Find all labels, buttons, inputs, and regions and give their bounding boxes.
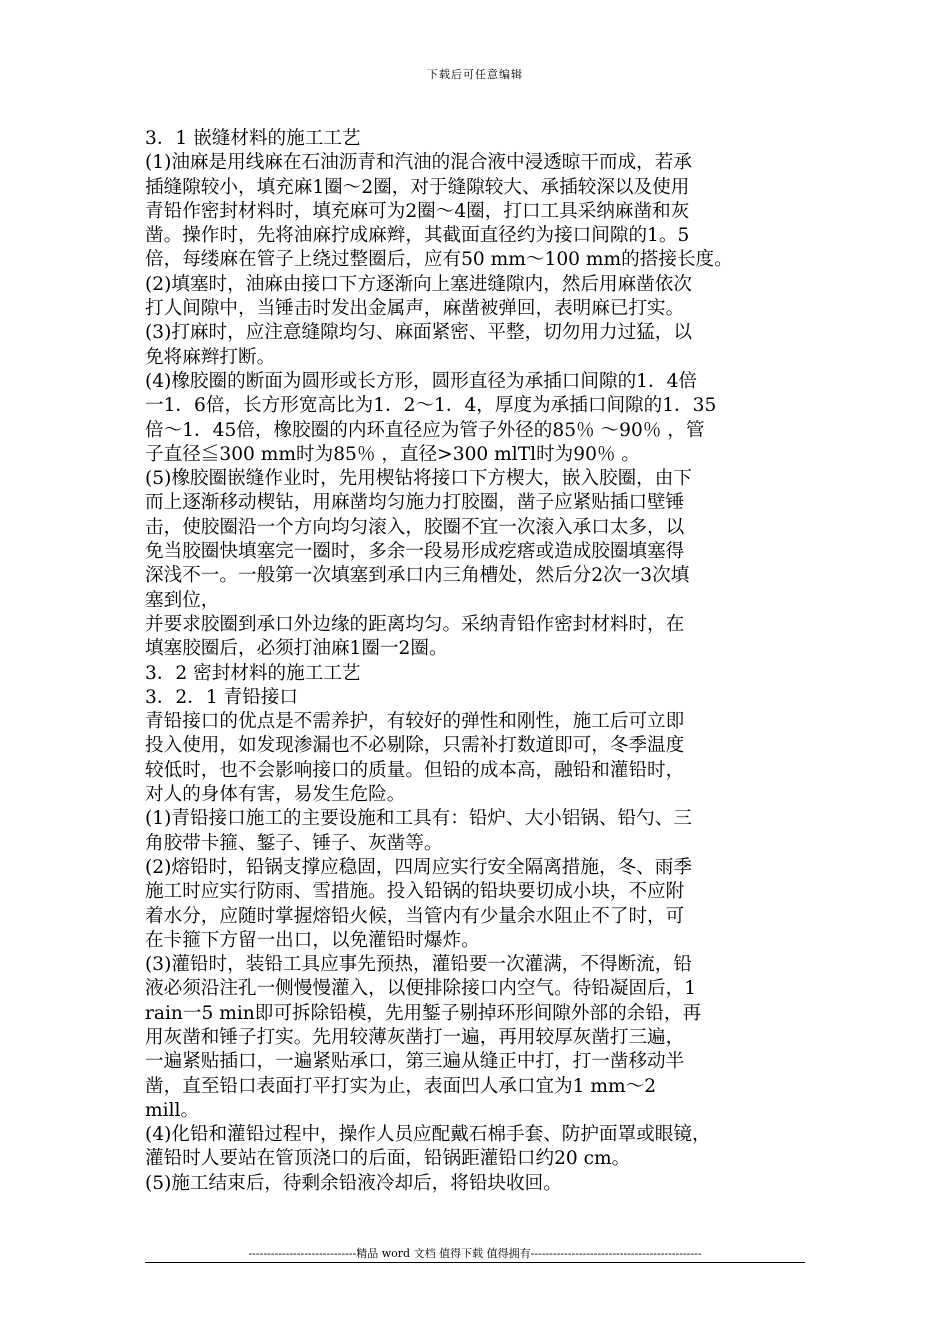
- page-footer-text: -----------------------------精品 word 文档 值得下载 值得拥有----------------------------------------------: [248, 1247, 702, 1260]
- text-line: 而上逐渐移动楔钻，用麻凿均匀施力打胶圈，凿子应紧贴插口壁锤: [145, 492, 685, 514]
- text-line: (1)油麻是用线麻在石油沥青和汽油的混合液中浸透晾干而成，若承: [145, 152, 692, 174]
- text-line: (3)灌铅时，装铅工具应事先预热，灌铅要一次灌满，不得断流，铅: [145, 954, 692, 976]
- text-line: 角胶带卡箍、錾子、锤子、灰凿等。: [145, 832, 443, 854]
- text-line: 着水分，应随时掌握熔铅火候，当管内有少量余水阻止不了时，可: [145, 905, 685, 927]
- text-line: 施工时应实行防雨、雪措施。投入铅锅的铅块要切成小块，不应附: [145, 881, 685, 903]
- text-line: 免当胶圈快填塞完一圈时，多余一段易形成疙瘩或造成胶圈填塞得: [145, 541, 685, 563]
- text-line: 塞到位，: [145, 589, 220, 611]
- footer-divider: [145, 1262, 805, 1263]
- text-line: 一1．6倍，长方形宽高比为1．2～1．4，厚度为承插口间隙的1．35: [145, 395, 717, 417]
- page-header-note: 下载后可任意编辑: [427, 68, 523, 81]
- text-line: 击，使胶圈沿一个方向均匀滚入，胶圈不宜一次滚入承口太多，以: [145, 516, 685, 538]
- text-line: 对人的身体有害，易发生危险。: [145, 784, 406, 806]
- text-line: 填塞胶圈后，必须打油麻1圈一2圈。: [145, 638, 448, 660]
- text-line: 在卡箍下方留一出口，以免灌铅时爆炸。: [145, 929, 480, 951]
- text-line: 倍，每缕麻在管子上绕过整圈后，应有50 mm～100 mm的搭接长度。: [145, 249, 733, 271]
- text-line: (3)打麻时，应注意缝隙均匀、麻面紧密、平整，切勿用力过猛，以: [145, 322, 692, 344]
- text-line: 3．1 嵌缝材料的施工工艺: [145, 128, 361, 149]
- text-line: (4)化铅和灌铅过程中，操作人员应配戴石棉手套、防护面罩或眼镜，: [145, 1124, 711, 1146]
- text-line: (2)熔铅时，铅锅支撑应稳固，四周应实行安全隔离措施，冬、雨季: [145, 856, 692, 878]
- text-line: 一遍紧贴插口，一遍紧贴承口，第三遍从缝正中打，打一凿移动半: [145, 1051, 685, 1073]
- text-line: 3．2．1 青铅接口: [145, 686, 298, 708]
- text-line: mill。: [145, 1099, 200, 1121]
- text-line: 子直径≦300 mm时为85％ ，直径>300 mlTl时为90％ 。: [145, 443, 641, 465]
- text-line: 投入使用，如发现渗漏也不必剔除，只需补打数道即可，冬季温度: [145, 735, 685, 757]
- text-line: 液必须沿注孔一侧慢慢灌入，以便排除接口内空气。待铅凝固后，1: [145, 978, 697, 1000]
- text-line: (2)填塞时，油麻由接口下方逐渐向上塞进缝隙内，然后用麻凿依次: [145, 273, 692, 295]
- text-line: 免将麻辫打断。: [145, 346, 276, 368]
- text-line: 凿。操作时，先将油麻拧成麻辫，其截面直径约为接口间隙的1。5: [145, 225, 690, 247]
- text-line: 插缝隙较小，填充麻1圈～2圈，对于缝隙较大、承插较深以及使用: [145, 176, 690, 198]
- text-line: 青铅接口的优点是不需养护，有较好的弹性和刚性，施工后可立即: [145, 711, 685, 733]
- text-line: (1)青铅接口施工的主要设施和工具有：铅炉、大小铝锅、铅勺、三: [145, 808, 692, 830]
- text-line: (4)橡胶圈的断面为圆形或长方形，圆形直径为承插口间隙的1．4倍: [145, 370, 698, 392]
- text-line: 青铅作密封材料时，填充麻可为2圈～4圈，打口工具采纳麻凿和灰: [145, 200, 690, 222]
- text-line: 较低时，也不会影响接口的质量。但铅的成本高，融铅和灌铅时，: [145, 759, 685, 781]
- text-line: 用灰凿和锤子打实。先用较薄灰凿打一遍，再用较厚灰凿打三遍，: [145, 1026, 685, 1048]
- text-line: 3．2 密封材料的施工工艺: [145, 662, 361, 684]
- text-line: rain一5 min即可拆除铅模，先用錾子剔掉环形间隙外部的余铅，再: [145, 1002, 702, 1024]
- text-line: 凿，直至铅口表面打平打实为止，表面凹人承口宜为1 mm～2: [145, 1075, 657, 1097]
- text-line: (5)施工结束后，待剩余铅液冷却后，将铅块收回。: [145, 1172, 562, 1194]
- document-body: [145, 127, 825, 1196]
- text-line: 灌铅时人要站在管顶浇口的后面，铅锅距灌铅口约20 cm。: [145, 1148, 631, 1170]
- text-line: (5)橡胶圈嵌缝作业时，先用楔钻将接口下方楔大，嵌入胶圈，由下: [145, 468, 692, 490]
- text-line: 倍～1．45倍，橡胶圈的内环直径应为管子外径的85％ ～90％ ，管: [145, 419, 705, 441]
- text-line: 并要求胶圈到承口外边缘的距离均匀。采纳青铅作密封材料时，在: [145, 613, 685, 635]
- text-line: 深浅不一。一般第一次填塞到承口内三角槽处，然后分2次一3次填: [145, 565, 690, 587]
- text-line: 打人间隙中，当锤击时发出金属声，麻凿被弹回，表明麻已打实。: [145, 298, 685, 320]
